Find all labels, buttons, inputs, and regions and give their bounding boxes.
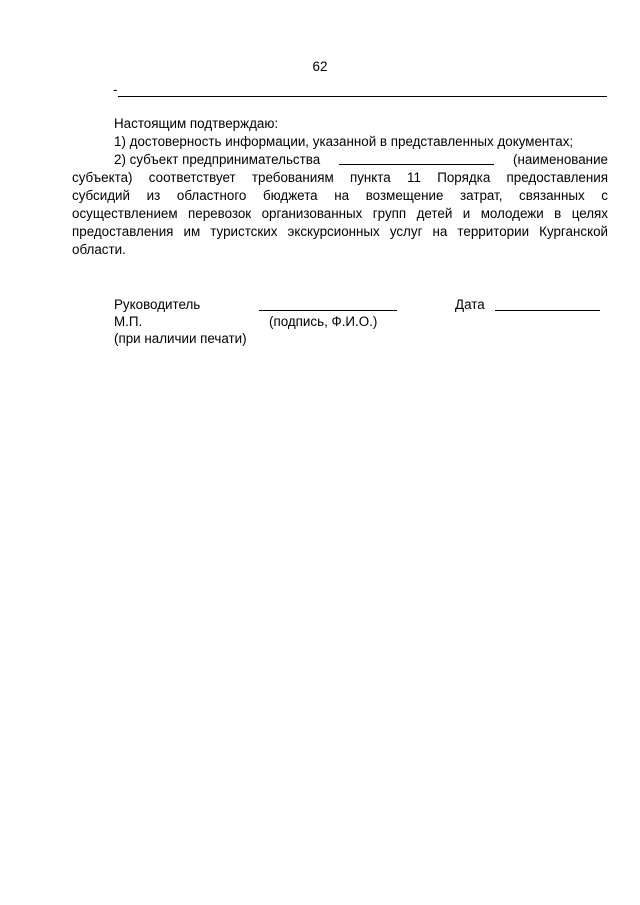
top-dash-marker: - — [113, 82, 118, 97]
head-label: Руководитель — [114, 297, 201, 312]
confirmation-item-2-paren: (наименование — [512, 152, 608, 167]
stamp-note: (при наличии печати) — [114, 331, 247, 346]
confirmation-heading: Настоящим подтверждаю: — [114, 116, 279, 131]
confirmation-item-2-start: 2) субъект предпринимательства — [114, 152, 321, 167]
signature-caption: (подпись, Ф.И.О.) — [269, 314, 378, 329]
mp-label: М.П. — [114, 314, 143, 329]
confirmation-item-2 — [72, 151, 608, 259]
confirmation-item-2-line: осуществлением перевозок организованных групп детей и молодежи в целях — [72, 206, 608, 221]
signature-block — [114, 296, 614, 356]
confirmation-item-2-line: субсидий из областного бюджета на возмещение затрат, связанных с — [72, 188, 608, 203]
confirmation-item-2-first-line — [114, 151, 608, 169]
confirmation-item-2-line: области. — [72, 242, 126, 257]
entrepreneur-name-blank — [339, 151, 494, 165]
confirmation-item-2-line: предоставления им туристских экскурсионных услуг на территории Курганской — [72, 224, 608, 239]
date-blank-line — [495, 310, 600, 311]
date-label: Дата — [455, 297, 485, 312]
confirmation-item-2-line: субъекта) соответствует требованиям пункта 11 Порядка предоставления — [72, 170, 608, 185]
signature-blank-line — [259, 310, 397, 311]
page-number: 62 — [312, 59, 328, 74]
confirmation-block — [72, 115, 608, 259]
confirmation-item-1: 1) достоверность информации, указанной в представленных документах; — [114, 134, 574, 149]
confirmation-item-2-body — [72, 169, 608, 259]
top-horizontal-rule — [118, 96, 607, 97]
